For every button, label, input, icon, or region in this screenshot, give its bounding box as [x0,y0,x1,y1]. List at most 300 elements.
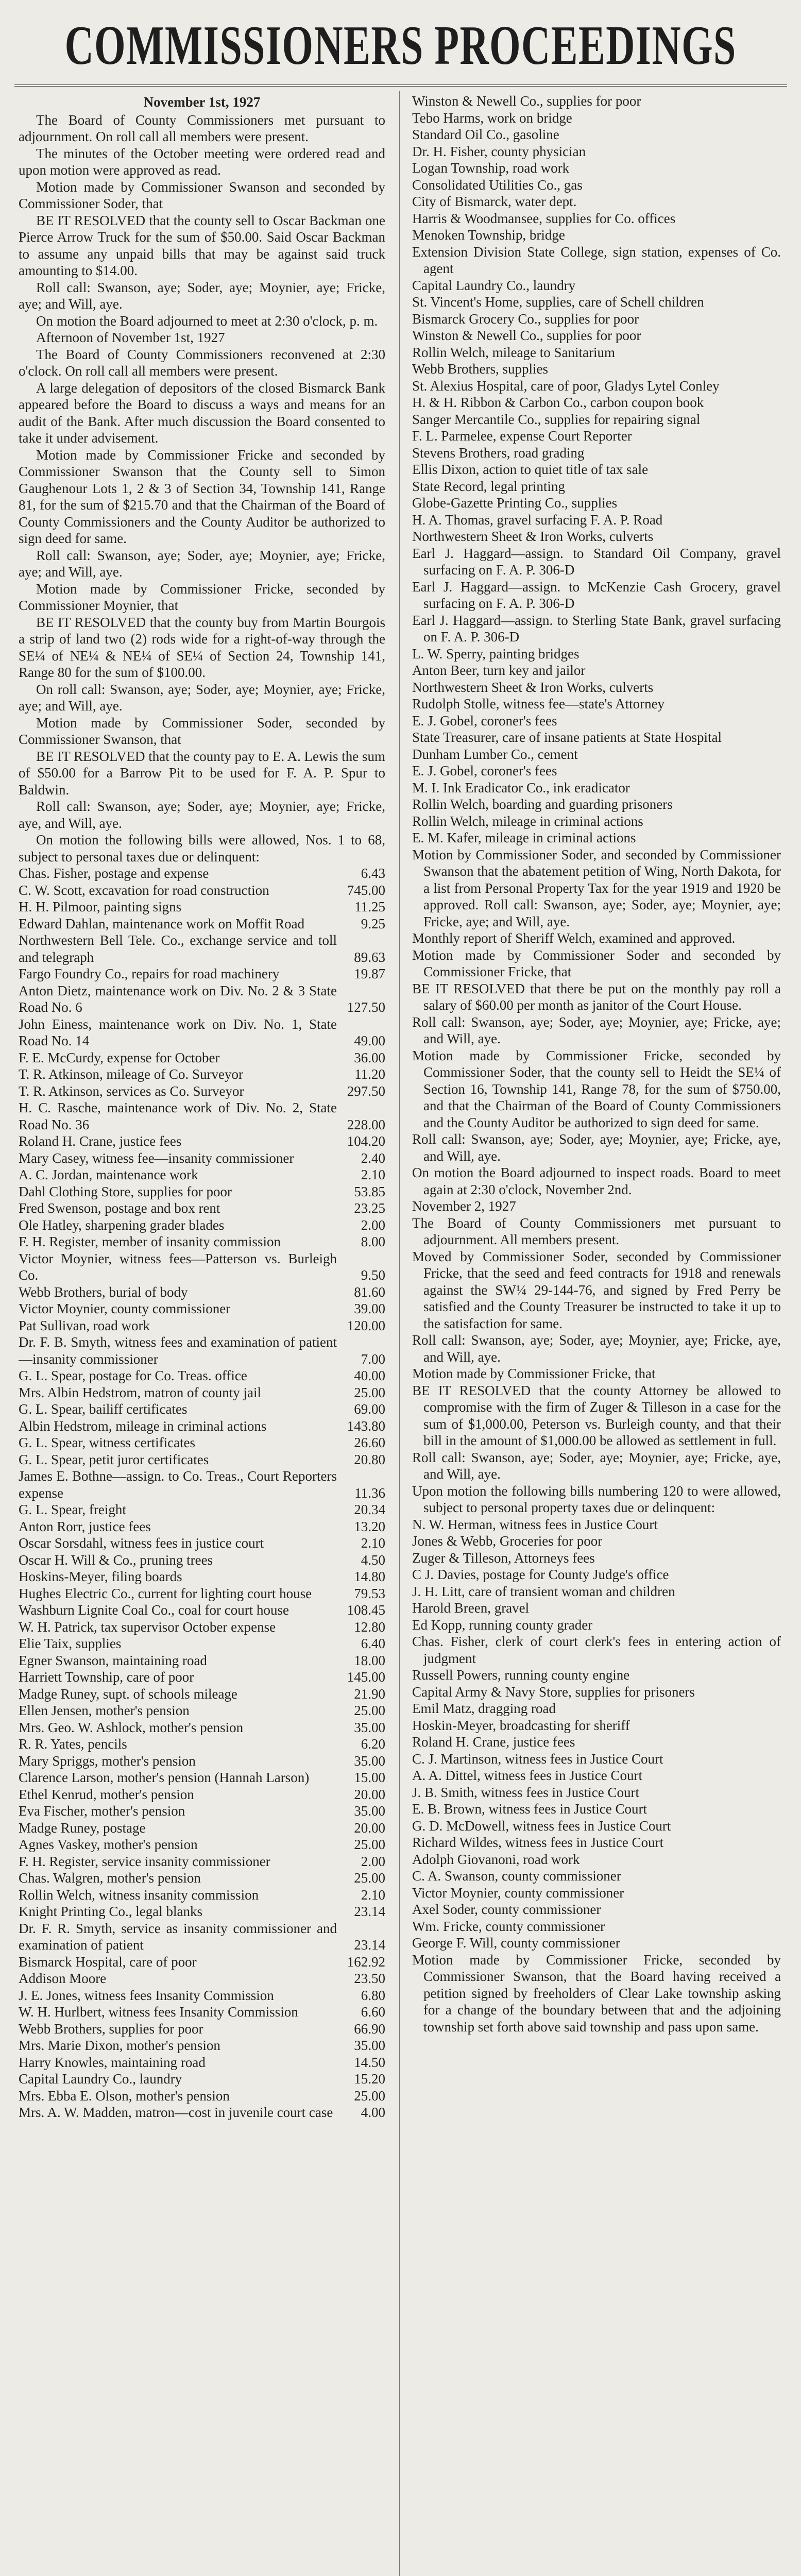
bill-entry [19,1585,385,1602]
bill-entry [19,1066,385,1083]
bill-entry [19,932,385,965]
bill-entry [19,982,385,1016]
bill-amount: 36.00 [354,1049,385,1065]
bill-payee: F. H. Register, service insanity commissioner [19,1853,270,1869]
proceedings-paragraph: Roll call: Swanson, aye; Soder, aye; Moynier, aye; Fricke, aye, and Will, aye. [19,799,385,831]
proceedings-line: H. A. Thomas, gravel surfacing F. A. P. Road [412,512,663,528]
proceedings-paragraph: The Board of County Commissioners reconvened at 2:30 o'clock. On roll call all members were present. [19,346,385,379]
bill-entry [19,2071,385,2088]
proceedings-line: State Record, legal printing [412,478,565,494]
bill-payee: Fargo Foundry Co., repairs for road machinery [19,966,280,981]
bill-amount: 11.25 [354,899,385,914]
bill-entry [19,1300,385,1317]
bill-payee: Madge Runey, supt. of schools mileage [19,1686,237,1702]
proceedings-line: Standard Oil Co., gasoline [412,127,559,142]
column-right [412,93,781,2576]
bill-payee: Northwestern Bell Tele. Co., exchange service and toll and telegraph [19,933,337,965]
proceedings-line: Zuger & Tilleson, Attorneys fees [412,1550,595,1566]
bill-payee: A. C. Jordan, maintenance work [19,1167,198,1182]
bill-payee: F. E. McCurdy, expense for October [19,1049,220,1065]
bill-entry [19,1049,385,1066]
bill-payee: Harriett Township, care of poor [19,1669,194,1685]
bill-amount: 9.25 [361,916,385,931]
proceedings-line: Roll call: Swanson, aye; Soder, aye; Moynier, aye; Fricke, aye; and Will, aye. [412,1014,781,1046]
bill-amount: 11.36 [354,1485,385,1501]
proceedings-paragraph: A large delegation of depositors of the closed Bismarck Bank appeared before the Board to discuss a ways and means for an audit of the Bank. After much discussion the Board consented to take it under advisement. [19,380,385,446]
proceedings-line: Axel Soder, county commissioner [412,1902,601,1917]
proceedings-line: Motion made by Commissioner Fricke, that [412,1366,656,1381]
bill-entry [19,1669,385,1686]
bill-entry [19,1870,385,1887]
proceedings-line: Tebo Harms, work on bridge [412,110,572,126]
proceedings-paragraph: BE IT RESOLVED that the county pay to E. A. Lewis the sum of $50.00 for a Barrow Pit to be used for F. A. P. Spur to Baldwin. [19,748,385,798]
bill-entry [19,1954,385,1971]
bill-entry [19,2088,385,2105]
bill-payee: Ethel Kenrud, mother's pension [19,1786,194,1802]
bill-entry [19,2021,385,2038]
proceedings-line: Globe-Gazette Printing Co., supplies [412,495,618,511]
bill-amount: 14.80 [354,1569,385,1584]
bill-payee: Anton Rorr, justice fees [19,1518,151,1534]
bill-payee: Clarence Larson, mother's pension (Hannah Larson) [19,1770,310,1785]
bill-payee: Pat Sullivan, road work [19,1317,150,1333]
proceedings-line: Earl J. Haggard—assign. to Sterling State Bank, gravel surfacing on F. A. P. 306-D [412,612,781,645]
bill-payee: F. H. Register, member of insanity commission [19,1234,281,1249]
bill-amount: 2.00 [361,1217,385,1233]
bill-payee: Washburn Lignite Coal Co., coal for court house [19,1602,289,1618]
bill-payee: G. L. Spear, petit juror certificates [19,1451,209,1467]
bill-entry [19,1418,385,1435]
bill-payee: James E. Bothne—assign. to Co. Treas., Court Reporters expense [19,1468,337,1501]
bill-amount: 25.00 [354,2088,385,2104]
bill-payee: Albin Hedstrom, mileage in criminal actions [19,1418,267,1434]
bill-amount: 143.80 [347,1418,385,1434]
proceedings-line: E. J. Gobel, coroner's fees [412,713,557,728]
bill-entry [19,1887,385,1904]
bill-entry [19,1183,385,1200]
proceedings-line: Ellis Dixon, action to quiet title of tax sale [412,462,649,477]
proceedings-line: Consolidated Utilities Co., gas [412,177,583,193]
bill-amount: 23.50 [354,1971,385,1986]
bill-amount: 49.00 [354,1033,385,1048]
bill-entry [19,1217,385,1234]
bill-payee: Oscar Sorsdahl, witness fees in justice court [19,1535,264,1551]
bill-amount: 20.34 [354,1502,385,1517]
bill-payee: Ellen Jensen, mother's pension [19,1703,190,1718]
proceedings-line: Capital Army & Navy Store, supplies for prisoners [412,1684,695,1700]
proceedings-line: M. I. Ink Eradicator Co., ink eradicator [412,779,630,795]
bill-amount: 25.00 [354,1384,385,1400]
bill-amount: 81.60 [354,1284,385,1300]
bill-payee: Webb Brothers, supplies for poor [19,2021,203,2037]
bill-payee: Capital Laundry Co., laundry [19,2071,182,2087]
proceedings-line: Harold Breen, gravel [412,1600,530,1616]
bill-amount: 9.50 [361,1267,385,1283]
bill-entry [19,1786,385,1803]
bill-payee: Mrs. Marie Dixon, mother's pension [19,2038,220,2053]
bill-entry [19,1334,385,1367]
proceedings-line: State Treasurer, care of insane patients at State Hospital [412,730,722,745]
proceedings-paragraph: The Board of County Commissioners met pursuant to adjournment. On roll call all members were present. [19,112,385,144]
bill-amount: 15.00 [354,1770,385,1785]
bill-amount: 297.50 [347,1083,385,1099]
proceedings-line: Roll call: Swanson, aye; Soder, aye; Moynier, aye; Fricke, aye, and Will, aye. [412,1449,781,1482]
proceedings-line: On motion the Board adjourned to inspect roads. Board to meet again at 2:30 o'clock, November 2nd. [412,1165,781,1197]
bill-payee: Bismarck Hospital, care of poor [19,1954,197,1970]
bill-entry [19,1903,385,1920]
bill-entry [19,1820,385,1837]
bill-amount: 18.00 [354,1652,385,1668]
proceedings-line: C J. Davies, postage for County Judge's office [412,1567,669,1582]
proceedings-continued [412,93,781,2035]
proceedings-line: E. B. Brown, witness fees in Justice Court [412,1801,647,1817]
bill-entry [19,1736,385,1753]
proceedings-line: BE IT RESOLVED that the county Attorney be allowed to compromise with the firm of Zuger & Tilleson in a case for the sum of $1,000.00, Peterson vs. Burleigh county, and that their bill in the amount of $1,000.00 be allowed as settlement in full. [412,1382,781,1448]
bill-amount: 162.92 [347,1954,385,1970]
page-title: COMMISSIONERS PROCEEDINGS [64,15,737,76]
bill-payee: Fred Swenson, postage and box rent [19,1200,220,1216]
proceedings-paragraph: BE IT RESOLVED that the county buy from Martin Bourgois a strip of land two (2) rods wide for a right-of-way through the SE¼ of NE¼ & NE¼ of SE¼ of Section 24, Township 141, Range 80 for the sum of $100.00. [19,614,385,680]
proceedings-line: Motion made by Commissioner Fricke, seconded by Commissioner Swanson, that the Board having received a petition signed by freeholders of Clear Lake township asking for a change of the boundary between that and the adjoining township set forth above said township and pass upon same. [412,1952,781,2035]
bill-entry [19,1501,385,1518]
bill-amount: 21.90 [354,1686,385,1702]
bill-amount: 23.14 [354,1937,385,1953]
bill-amount: 39.00 [354,1301,385,1316]
proceedings-paragraph: Motion made by Commissioner Soder, seconded by Commissioner Swanson, that [19,715,385,747]
bill-entry [19,1920,385,1954]
proceedings-line: Chas. Fisher, clerk of court clerk's fees in entering action of judgment [412,1634,781,1666]
proceedings-line: George F. Will, county commissioner [412,1935,620,1951]
proceedings-line: H. & H. Ribbon & Carbon Co., carbon coupon book [412,395,704,410]
bill-amount: 20.00 [354,1786,385,1802]
bill-entry [19,2054,385,2071]
proceedings-paragraph: Motion made by Commissioner Fricke and seconded by Commissioner Swanson that the County sell to Simon Gaughenour Lots 1, 2 & 3 of Section 34, Township 141, Range 81, for the sum of $215.70 and that the Chairman of the Board of County Commissioners and the County Auditor be authorized to sign deed for same. [19,447,385,546]
bill-payee: Hughes Electric Co., current for lighting court house [19,1585,312,1601]
bill-amount: 4.50 [361,1552,385,1568]
bill-payee: T. R. Atkinson, mileage of Co. Surveyor [19,1066,243,1082]
proceedings-line: Webb Brothers, supplies [412,361,549,377]
bill-entry [19,1200,385,1217]
proceedings-line: Ed Kopp, running county grader [412,1617,593,1633]
proceedings-line: G. D. McDowell, witness fees in Justice Court [412,1818,671,1834]
proceedings-line: N. W. Herman, witness fees in Justice Court [412,1516,658,1532]
bill-entry [19,1250,385,1284]
bill-amount: 11.20 [354,1066,385,1082]
proceedings-line: Capital Laundry Co., laundry [412,277,576,293]
proceedings-line: Wm. Fricke, county commissioner [412,1918,605,1934]
proceedings-line: Richard Wildes, witness fees in Justice Court [412,1835,664,1850]
bill-amount: 2.10 [361,1887,385,1903]
bill-entry [19,1719,385,1736]
bill-entry [19,1602,385,1619]
bill-payee: Victor Moynier, witness fees—Patterson vs. Burleigh Co. [19,1250,337,1283]
proceedings-paragraph: Roll call: Swanson, aye; Soder, aye; Moynier, aye; Fricke, aye; and Will, aye. [19,547,385,580]
proceedings-line: Adolph Giovanoni, road work [412,1851,580,1867]
bill-entry [19,1568,385,1585]
proceedings-line: Extension Division State College, sign station, expenses of Co. agent [412,244,781,276]
bill-entry [19,1518,385,1535]
bill-entry [19,1987,385,2004]
bill-entry [19,1434,385,1451]
bill-entry [19,1468,385,1501]
bill-payee: H. C. Rasche, maintenance work of Div. No. 2, State Road No. 36 [19,1100,337,1132]
bill-amount: 35.00 [354,1803,385,1819]
bill-amount: 127.50 [347,999,385,1015]
bill-entry [19,1367,385,1384]
bill-payee: Dahl Clothing Store, supplies for poor [19,1183,232,1199]
bill-payee: G. L. Spear, postage for Co. Treas. office [19,1368,247,1383]
bill-entry [19,882,385,899]
proceedings-line: Northwestern Sheet & Iron Works, culverts [412,679,654,695]
proceedings-line: Motion made by Commissioner Fricke, seconded by Commissioner Soder, that the county sell to Heidt the SE¼ of Section 16, Township 141, Range 78, for the sum of $750.00, and that the Chairman of the Board of County Commissioners and the County Auditor be authorized to sign deed for same. [412,1047,781,1130]
bill-payee: Harry Knowles, maintaining road [19,2054,206,2070]
proceedings-line: Winston & Newell Co., supplies for poor [412,93,641,109]
bill-amount: 2.10 [361,1167,385,1182]
proceedings-paragraph: Afternoon of November 1st, 1927 [36,330,225,345]
bill-payee: Rollin Welch, witness insanity commission [19,1887,259,1903]
bill-payee: Mrs. A. W. Madden, matron—cost in juvenile court case [19,2105,333,2120]
proceedings-line: Harris & Woodmansee, supplies for Co. offices [412,210,676,226]
bill-entry [19,965,385,982]
bill-amount: 23.25 [354,1200,385,1216]
bill-payee: Mrs. Geo. W. Ashlock, mother's pension [19,1719,244,1735]
bill-amount: 66.90 [354,2021,385,2037]
proceedings-line: City of Bismarck, water dept. [412,194,577,209]
bill-amount: 19.87 [354,966,385,981]
proceedings-line: Emil Matz, dragging road [412,1701,556,1716]
bill-entry [19,1150,385,1167]
proceedings-line: Anton Beer, turn key and jailor [412,663,586,678]
bill-payee: Agnes Vaskey, mother's pension [19,1837,198,1852]
proceedings-line: Menoken Township, bridge [412,227,565,243]
bill-amount: 7.00 [361,1351,385,1367]
bill-amount: 6.60 [361,2004,385,2020]
bill-entry [19,1451,385,1468]
bill-amount: 79.53 [354,1585,385,1601]
proceedings-line: Northwestern Sheet & Iron Works, culverts [412,529,654,544]
bill-amount: 20.00 [354,1820,385,1836]
bill-amount: 2.00 [361,1853,385,1869]
bill-payee: G. L. Spear, freight [19,1502,126,1517]
bill-entry [19,1099,385,1133]
proceedings-line: Victor Moynier, county commissioner [412,1885,624,1901]
bill-entry [19,899,385,916]
bill-amount: 8.00 [361,1234,385,1249]
bill-amount: 89.63 [354,949,385,965]
column-divider [399,91,400,2576]
bill-amount: 6.40 [361,1636,385,1651]
bill-entry [19,1284,385,1301]
bill-payee: C. W. Scott, excavation for road construction [19,882,269,898]
proceedings-line: Roland H. Crane, justice fees [412,1734,575,1750]
proceedings-line: The Board of County Commissioners met pursuant to adjournment. All members present. [412,1215,781,1247]
proceedings-line: J. B. Smith, witness fees in Justice Court [412,1784,639,1800]
bill-payee: G. L. Spear, witness certificates [19,1435,196,1450]
bill-amount: 26.60 [354,1435,385,1450]
proceedings-line: F. L. Parmelee, expense Court Reporter [412,428,632,444]
proceedings-line: Dunham Lumber Co., cement [412,746,578,762]
bill-amount: 40.00 [354,1368,385,1383]
bill-payee: Egner Swanson, maintaining road [19,1652,207,1668]
bill-entry [19,2104,385,2121]
bill-entry [19,1233,385,1250]
bill-entry [19,1769,385,1786]
bill-entry [19,1552,385,1569]
bill-amount: 2.10 [361,1535,385,1551]
proceedings-line: Moved by Commissioner Soder, seconded by Commissioner Fricke, that the seed and feed contracts for 1918 and renewals against the SW¼ 29-144-76, and signed by Fred Perry be satisfied and the County Treasurer be instructed to take it up to the satisfaction for same. [412,1248,781,1331]
bill-payee: Mrs. Ebba E. Olson, mother's pension [19,2088,230,2104]
bill-entry [19,1083,385,1100]
bill-entry [19,1535,385,1552]
masthead [14,7,787,87]
proceedings-line: Stevens Brothers, road grading [412,445,585,461]
proceedings-line: Roll call: Swanson, aye; Soder, aye; Moynier, aye; Fricke, aye, and Will, aye. [412,1131,781,1164]
bill-payee: G. L. Spear, bailiff certificates [19,1401,188,1417]
bill-entry [19,1686,385,1703]
proceedings-paragraph: On roll call: Swanson, aye; Soder, aye; Moynier, aye; Fricke, aye; and Will, aye. [19,681,385,714]
bill-entry [19,865,385,882]
proceedings-paragraph: BE IT RESOLVED that the county sell to Oscar Backman one Pierce Arrow Truck for the sum of $50.00. Said Oscar Backman to assume any unpaid bills that may be against said truck amounting to $14.00. [19,212,385,278]
proceedings-line: Motion by Commissioner Soder, and seconded by Commissioner Swanson that the abatement petition of Wing, North Dakota, for a list from Personal Property Tax for the year 1919 and 1920 be approved. Roll call: Swanson, aye; Soder, aye; Moynier, aye; Fricke, aye; and Will, aye. [412,846,781,929]
proceedings-line: Hoskin-Meyer, broadcasting for sheriff [412,1717,630,1733]
bill-entry [19,1401,385,1418]
bill-entry [19,1133,385,1150]
bill-payee: Mrs. Albin Hedstrom, matron of county jail [19,1384,261,1400]
bill-payee: Victor Moynier, county commissioner [19,1301,231,1316]
proceedings-paragraphs [19,112,385,866]
bill-entry [19,1836,385,1853]
bill-amount: 6.43 [361,866,385,881]
bill-amount: 35.00 [354,1753,385,1769]
bill-payee: W. H. Hurlbert, witness fees Insanity Commission [19,2004,298,2020]
bill-entry [19,1652,385,1669]
bill-entry [19,916,385,933]
bill-payee: R. R. Yates, pencils [19,1736,127,1752]
proceedings-paragraph: On motion the following bills were allowed, Nos. 1 to 68, subject to personal taxes due or delinquent: [19,832,385,865]
bill-payee: Mary Spriggs, mother's pension [19,1753,196,1769]
bill-amount: 35.00 [354,1719,385,1735]
bill-payee: Dr. F. R. Smyth, service as insanity commissioner and examination of patient [19,1920,337,1953]
bill-amount: 120.00 [347,1317,385,1333]
bill-amount: 2.40 [361,1150,385,1166]
proceedings-line: A. A. Dittel, witness fees in Justice Court [412,1768,642,1783]
bill-entry [19,1166,385,1183]
bill-amount: 25.00 [354,1703,385,1718]
bill-amount: 15.20 [354,2071,385,2087]
bill-entry [19,1635,385,1652]
proceedings-line: November 2, 1927 [412,1198,516,1214]
proceedings-line: Russell Powers, running county engine [412,1667,630,1683]
bill-entry [19,1016,385,1049]
bill-payee: Mary Casey, witness fee—insanity commissioner [19,1150,294,1166]
bill-entry [19,1317,385,1334]
bill-payee: J. E. Jones, witness fees Insanity Commission [19,1987,274,2003]
column-left [19,93,385,2576]
bill-payee: Madge Runey, postage [19,1820,146,1836]
bill-amount: 53.85 [354,1183,385,1199]
bill-payee: Chas. Walgren, mother's pension [19,1870,201,1886]
proceedings-line: Rollin Welch, mileage to Sanitarium [412,344,616,360]
proceedings-line: St. Alexius Hospital, care of poor, Gladys Lytel Conley [412,378,720,394]
bill-payee: John Einess, maintenance work on Div. No. 1, State Road No. 14 [19,1016,337,1048]
proceedings-line: E. J. Gobel, coroner's fees [412,763,557,778]
meeting-date: November 1st, 1927 [143,94,261,110]
proceedings-line: Winston & Newell Co., supplies for poor [412,328,641,343]
bill-entry [19,1803,385,1820]
proceedings-line: J. H. Litt, care of transient woman and children [412,1583,675,1599]
bill-entry [19,1384,385,1401]
bill-entry [19,2037,385,2054]
proceedings-line: Bismarck Grocery Co., supplies for poor [412,311,639,327]
proceedings-paragraph: Motion made by Commissioner Fricke, seconded by Commissioner Moynier, that [19,581,385,613]
bill-amount: 35.00 [354,2038,385,2053]
bill-amount: 104.20 [347,1133,385,1149]
bill-payee: Eva Fischer, mother's pension [19,1803,185,1819]
proceedings-line: C. A. Swanson, county commissioner [412,1868,621,1884]
proceedings-line: BE IT RESOLVED that there be put on the monthly pay roll a salary of $60.00 per month as janitor of the Court House. [412,980,781,1013]
bills-list [19,865,385,2121]
bill-amount: 23.14 [354,1904,385,1919]
bill-payee: Anton Dietz, maintenance work on Div. No. 2 & 3 State Road No. 6 [19,982,337,1015]
bill-amount: 14.50 [354,2054,385,2070]
bill-amount: 145.00 [347,1669,385,1685]
proceedings-paragraph: Roll call: Swanson, aye; Soder, aye; Moynier, aye; Fricke, aye; and Will, aye. [19,279,385,312]
bill-payee: Edward Dahlan, maintenance work on Moffit Road [19,916,305,931]
bill-payee: Dr. F. B. Smyth, witness fees and examination of patient—insanity commissioner [19,1334,337,1367]
proceedings-line: Monthly report of Sheriff Welch, examined and approved. [412,930,736,946]
proceedings-line: Earl J. Haggard—assign. to Standard Oil Company, gravel surfacing on F. A. P. 306-D [412,545,781,578]
proceedings-paragraph: Motion made by Commissioner Swanson and seconded by Commissioner Soder, that [19,179,385,211]
proceedings-line: Dr. H. Fisher, county physician [412,143,586,159]
bill-payee: Addison Moore [19,1971,107,1986]
bill-entry [19,1853,385,1870]
bill-payee: H. H. Pilmoor, painting signs [19,899,182,914]
bill-amount: 25.00 [354,1837,385,1852]
bill-amount: 6.80 [361,1987,385,2003]
bill-payee: T. R. Atkinson, services as Co. Surveyor [19,1083,244,1099]
proceedings-line: Rollin Welch, mileage in criminal actions [412,813,643,829]
bill-amount: 12.80 [354,1619,385,1635]
bill-payee: Webb Brothers, burial of body [19,1284,188,1300]
bill-payee: Elie Taix, supplies [19,1636,122,1651]
bill-amount: 108.45 [347,1602,385,1618]
proceedings-line: L. W. Sperry, painting bridges [412,646,580,662]
proceedings-line: Upon motion the following bills numbering 120 to were allowed, subject to personal property taxes due or delinquent: [412,1483,781,1515]
bill-amount: 69.00 [354,1401,385,1417]
bill-amount: 6.20 [361,1736,385,1752]
proceedings-paragraph: The minutes of the October meeting were ordered read and upon motion were approved as read. [19,145,385,178]
proceedings-line: Earl J. Haggard—assign. to McKenzie Cash Grocery, gravel surfacing on F. A. P. 306-D [412,579,781,611]
bill-amount: 745.00 [347,882,385,898]
proceedings-line: C. J. Martinson, witness fees in Justice Court [412,1751,663,1767]
proceedings-line: Sanger Mercantile Co., supplies for repairing signal [412,411,701,427]
bill-payee: Oscar H. Will & Co., pruning trees [19,1552,213,1568]
proceedings-paragraph: On motion the Board adjourned to meet at 2:30 o'clock, p. m. [36,313,378,329]
proceedings-line: Jones & Webb, Groceries for poor [412,1533,603,1549]
bill-payee: Knight Printing Co., legal blanks [19,1904,202,1919]
proceedings-line: Logan Township, road work [412,160,570,176]
bill-entry [19,1970,385,1987]
proceedings-line: Rollin Welch, boarding and guarding prisoners [412,796,673,812]
bill-amount: 4.00 [361,2105,385,2120]
proceedings-line: E. M. Kafer, mileage in criminal actions [412,830,636,845]
bill-payee: Roland H. Crane, justice fees [19,1133,182,1149]
bill-payee: W. H. Patrick, tax supervisor October expense [19,1619,276,1635]
bill-entry [19,1619,385,1636]
proceedings-line: St. Vincent's Home, supplies, care of Schell children [412,294,704,310]
proceedings-line: Motion made by Commissioner Soder and seconded by Commissioner Fricke, that [412,947,781,979]
proceedings-line: Roll call: Swanson, aye; Soder, aye; Moynier, aye; Fricke, aye, and Will, aye. [412,1332,781,1365]
